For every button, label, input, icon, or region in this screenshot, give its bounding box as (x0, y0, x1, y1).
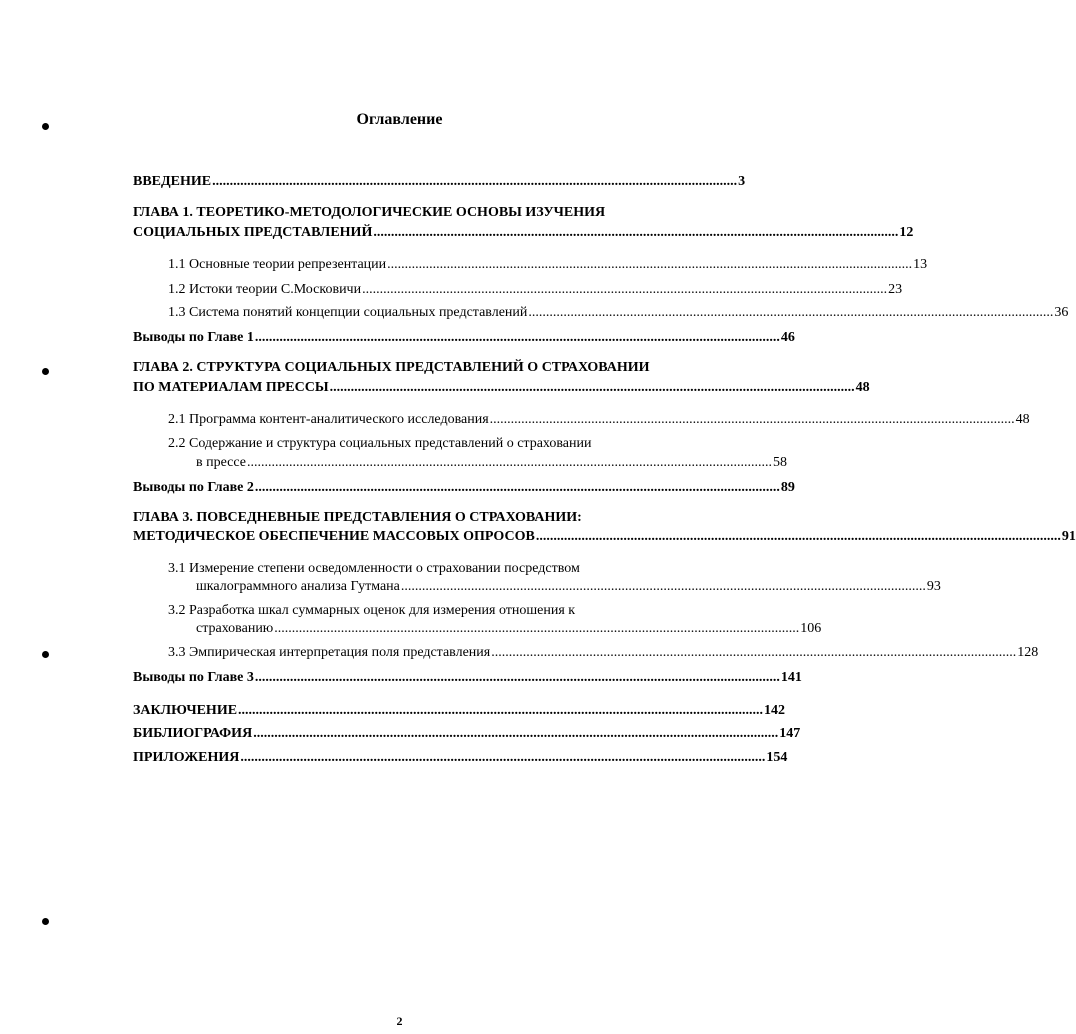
toc-entry-1-1[interactable] (168, 255, 928, 275)
toc-label: страхованию (196, 621, 274, 636)
toc-entry-chapter-1[interactable] (133, 223, 914, 243)
leader-dots: ...................................................................................................................................................... (489, 412, 1015, 427)
toc-entry-1-2[interactable] (168, 280, 903, 300)
page-number: 2 (396, 1014, 403, 1028)
toc-entry-2-1[interactable] (168, 410, 1030, 430)
toc-label: Выводы по Главе 1 (133, 330, 254, 345)
toc-page: 141 (780, 670, 802, 685)
toc-entry-chapter-3[interactable] (133, 527, 1076, 547)
toc-label: 1.2 Истоки теории С.Московичи (168, 282, 362, 297)
toc-label: Выводы по Главе 3 (133, 670, 254, 685)
toc-label: ПО МАТЕРИАЛАМ ПРЕССЫ (133, 380, 329, 395)
toc-entry-1-3[interactable] (168, 303, 1069, 323)
toc-chapter-3-line1[interactable]: ГЛАВА 3. ПОВСЕДНЕВНЫЕ ПРЕДСТАВЛЕНИЯ О СТРАХОВАНИИ: (133, 510, 582, 525)
toc-entry-conclusions-1[interactable] (133, 328, 795, 348)
toc-label: в прессе (196, 455, 246, 470)
toc-chapter-1-line1[interactable]: ГЛАВА 1. ТЕОРЕТИКО-МЕТОДОЛОГИЧЕСКИЕ ОСНОВЫ ИЗУЧЕНИЯ (133, 205, 606, 220)
toc-entry-3-2-line1[interactable]: 3.2 Разработка шкал суммарных оценок для измерения отношения к (168, 603, 576, 618)
toc-page: 89 (780, 480, 795, 495)
toc-label: ПРИЛОЖЕНИЯ (133, 750, 240, 765)
leader-dots: ...................................................................................................................................................... (254, 480, 780, 495)
toc-page: 147 (779, 726, 801, 741)
toc-entry-conclusions-2[interactable] (133, 478, 795, 498)
leader-dots: ...................................................................................................................................................... (535, 529, 1061, 544)
toc-page: 128 (1017, 645, 1039, 660)
toc-entry-bibliography[interactable] (133, 724, 801, 744)
toc-label: 1.3 Система понятий концепции социальных представлений (168, 305, 528, 320)
toc-label: Выводы по Главе 2 (133, 480, 254, 495)
leader-dots: ...................................................................................................................................................... (238, 703, 764, 718)
leader-dots: ...................................................................................................................................................... (240, 750, 766, 765)
leader-dots: ...................................................................................................................................................... (491, 645, 1017, 660)
leader-dots: ...................................................................................................................................................... (400, 579, 926, 594)
leader-dots: ...................................................................................................................................................... (387, 257, 913, 272)
leader-dots: ...................................................................................................................................................... (373, 225, 899, 240)
toc-page: 58 (772, 455, 787, 470)
toc-label: МЕТОДИЧЕСКОЕ ОБЕСПЕЧЕНИЕ МАССОВЫХ ОПРОСОВ (133, 529, 535, 544)
toc-entry-conclusion[interactable] (133, 701, 786, 721)
toc-label: 3.3 Эмпирическая интерпретация поля представления (168, 645, 491, 660)
toc-page: 154 (766, 750, 788, 765)
leader-dots: ...................................................................................................................................................... (329, 380, 855, 395)
leader-dots: ...................................................................................................................................................... (212, 174, 738, 189)
leader-dots: ...................................................................................................................................................... (528, 305, 1054, 320)
toc-entry-intro[interactable] (133, 172, 746, 192)
toc-page: 91 (1061, 529, 1076, 544)
toc-chapter-2-line1[interactable]: ГЛАВА 2. СТРУКТУРА СОЦИАЛЬНЫХ ПРЕДСТАВЛЕНИЙ О СТРАХОВАНИИ (133, 360, 650, 375)
binder-hole-mark (42, 368, 49, 375)
binder-hole-mark (42, 918, 49, 925)
toc-entry-2-2-line1[interactable]: 2.2 Содержание и структура социальных представлений о страховании (168, 436, 592, 451)
toc-page: 36 (1054, 305, 1069, 320)
binder-hole-mark (42, 651, 49, 658)
toc-page: 12 (899, 225, 914, 240)
toc-page: 48 (855, 380, 870, 395)
toc-entry-3-1-line1[interactable]: 3.1 Измерение степени осведомленности о страховании посредством (168, 561, 580, 576)
toc-entry-3-3[interactable] (168, 643, 1039, 663)
toc-page: 46 (780, 330, 795, 345)
toc-page: 13 (913, 257, 928, 272)
toc-page: 23 (888, 282, 903, 297)
toc-label: 1.1 Основные теории репрезентации (168, 257, 387, 272)
toc-entry-appendices[interactable] (133, 748, 788, 768)
toc-entry-3-2[interactable] (196, 619, 822, 639)
toc-page: 3 (738, 174, 746, 189)
toc-entry-chapter-2[interactable] (133, 378, 870, 398)
toc-entry-2-2[interactable] (196, 453, 787, 473)
leader-dots: ...................................................................................................................................................... (246, 455, 772, 470)
toc-page: 48 (1015, 412, 1030, 427)
leader-dots: ...................................................................................................................................................... (274, 621, 800, 636)
toc-page: 106 (800, 621, 822, 636)
toc-label: СОЦИАЛЬНЫХ ПРЕДСТАВЛЕНИЙ (133, 225, 373, 240)
toc-label: БИБЛИОГРАФИЯ (133, 726, 253, 741)
toc-entry-3-1[interactable] (196, 577, 941, 597)
toc-page: 93 (926, 579, 941, 594)
toc-entry-conclusions-3[interactable] (133, 668, 802, 688)
toc-page: 142 (764, 703, 786, 718)
leader-dots: ...................................................................................................................................................... (362, 282, 888, 297)
toc-label: шкалограммного анализа Гутмана (196, 579, 400, 594)
leader-dots: ...................................................................................................................................................... (253, 726, 779, 741)
page-title: Оглавление (356, 111, 443, 128)
leader-dots: ...................................................................................................................................................... (254, 670, 780, 685)
toc-label: ВВЕДЕНИЕ (133, 174, 212, 189)
toc-label: 2.1 Программа контент-аналитического исследования (168, 412, 489, 427)
toc-label: ЗАКЛЮЧЕНИЕ (133, 703, 238, 718)
leader-dots: ...................................................................................................................................................... (254, 330, 780, 345)
